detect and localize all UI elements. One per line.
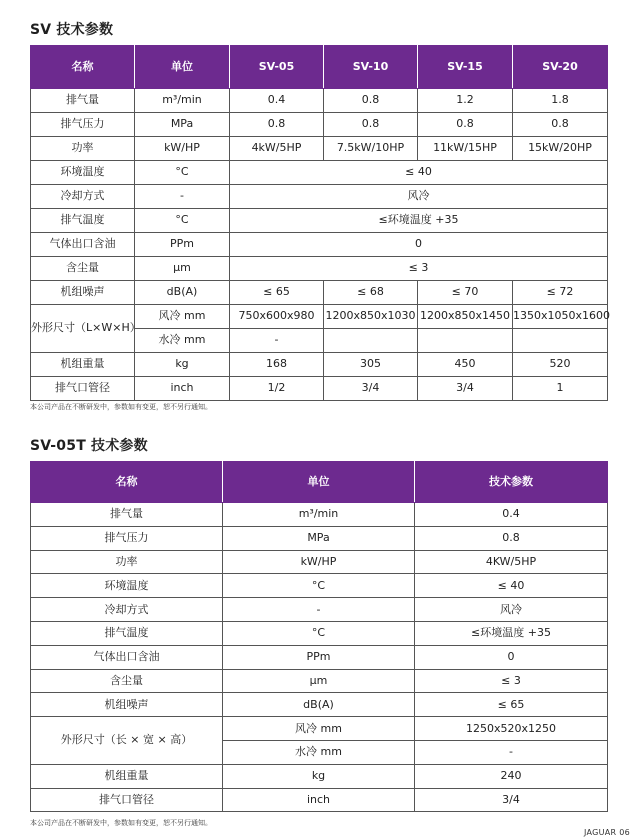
param-value: 520 [513,353,608,377]
table-row [31,645,608,669]
param-value: 0.8 [230,113,324,137]
param-value: ≤ 65 [415,693,608,717]
table-row [31,693,608,717]
param-value: 7.5kW/10HP [324,137,418,161]
param-value: 1200x850x1450 [418,305,513,329]
param-name: 机组重量 [31,764,223,788]
table-row [31,233,608,257]
param-value: 3/4 [418,377,513,401]
param-value: ≤环境温度 +35 [230,209,608,233]
table-row [31,550,608,574]
table-row [31,764,608,788]
table-row [31,161,608,185]
table-row [31,257,608,281]
param-unit: PPm [223,645,415,669]
param-unit: dB(A) [223,693,415,717]
table-row [31,137,608,161]
param-value: 0.8 [415,526,608,550]
param-value: 0.4 [415,503,608,527]
column-header: SV-15 [418,46,513,89]
param-value: 0.8 [324,89,418,113]
param-value: ≤ 3 [415,669,608,693]
param-unit: m³/min [223,503,415,527]
param-value: ≤环境温度 +35 [415,621,608,645]
param-value: ≤ 72 [513,281,608,305]
table-row [31,89,608,113]
param-value: - [230,329,324,353]
sv05t-spec-table [30,461,608,812]
param-value: 0 [230,233,608,257]
param-unit: inch [223,788,415,812]
param-name: 外形尺寸（长 × 宽 × 高） [31,717,223,765]
param-value: 4KW/5HP [415,550,608,574]
param-unit: kg [223,764,415,788]
param-name: 排气口管径 [31,377,135,401]
param-name: 排气量 [31,503,223,527]
table-row [31,353,608,377]
param-value: ≤ 40 [415,574,608,598]
param-name: 功率 [31,137,135,161]
param-name: 机组噪声 [31,281,135,305]
param-value: ≤ 3 [230,257,608,281]
page-footer [584,828,630,837]
param-unit: dB(A) [135,281,230,305]
param-name: 气体出口含油 [31,233,135,257]
param-value: ≤ 68 [324,281,418,305]
param-value: 1250x520x1250 [415,717,608,741]
param-unit: - [223,598,415,622]
param-value: 1200x850x1030 [324,305,418,329]
empty-cell [418,329,513,353]
table2-note: 本公司产品在不断研发中，参数如有变更，恕不另行通知。 [30,819,212,827]
column-header: 单位 [135,46,230,89]
param-value: 750x600x980 [230,305,324,329]
param-value: 3/4 [324,377,418,401]
param-name: 功率 [31,550,223,574]
param-unit: MPa [135,113,230,137]
param-unit: MPa [223,526,415,550]
param-name: 机组重量 [31,353,135,377]
page-number: 06 [619,828,630,837]
param-unit: 风冷 mm [223,717,415,741]
table-row [31,503,608,527]
param-unit: kg [135,353,230,377]
param-name: 外形尺寸（L×W×H） [31,305,135,353]
param-value: ≤ 40 [230,161,608,185]
param-value: 4kW/5HP [230,137,324,161]
param-unit: °C [135,209,230,233]
table-row [31,574,608,598]
column-header: 技术参数 [415,462,608,503]
column-header: SV-10 [324,46,418,89]
param-name: 排气口管径 [31,788,223,812]
param-name: 排气温度 [31,621,223,645]
param-unit: 水冷 mm [135,329,230,353]
param-unit: - [135,185,230,209]
param-name: 含尘量 [31,669,223,693]
param-value: 1 [513,377,608,401]
param-unit: μm [223,669,415,693]
param-value: ≤ 65 [230,281,324,305]
param-unit: 水冷 mm [223,740,415,764]
param-unit: kW/HP [223,550,415,574]
param-value: 0.8 [418,113,513,137]
param-value: 450 [418,353,513,377]
param-unit: μm [135,257,230,281]
param-value: 1.2 [418,89,513,113]
table1-title: SV 技术参数 [30,22,114,38]
param-value: 风冷 [415,598,608,622]
param-value: 0.4 [230,89,324,113]
param-name: 气体出口含油 [31,645,223,669]
sv-spec-table [30,45,611,401]
param-unit: PPm [135,233,230,257]
param-value: 305 [324,353,418,377]
param-value: 1350x1050x1600 [513,305,608,329]
empty-cell [513,329,608,353]
param-name: 冷却方式 [31,185,135,209]
empty-cell [324,329,418,353]
table-row [31,377,608,401]
table2-title: SV-05T 技术参数 [30,438,148,454]
table-header-row [31,46,608,89]
param-name: 含尘量 [31,257,135,281]
table-header-row [31,462,608,503]
param-value: 11kW/15HP [418,137,513,161]
param-name: 环境温度 [31,161,135,185]
param-value: 15kW/20HP [513,137,608,161]
param-value: 1.8 [513,89,608,113]
table1-note: 本公司产品在不断研发中，参数如有变更，恕不另行通知。 [30,403,212,411]
param-unit: °C [223,574,415,598]
column-header: SV-20 [513,46,608,89]
table-row [31,526,608,550]
table-row [31,788,608,812]
param-value: 1/2 [230,377,324,401]
param-name: 机组噪声 [31,693,223,717]
param-unit: inch [135,377,230,401]
column-header: 名称 [31,462,223,503]
param-unit: m³/min [135,89,230,113]
param-unit: °C [135,161,230,185]
param-value: 3/4 [415,788,608,812]
param-name: 排气量 [31,89,135,113]
param-value: 0.8 [324,113,418,137]
param-name: 排气压力 [31,526,223,550]
param-value: 0.8 [513,113,608,137]
table-row [31,281,608,305]
table-row [31,209,608,233]
param-name: 排气温度 [31,209,135,233]
param-value: 0 [415,645,608,669]
table-row [31,717,608,741]
brand-name: JAGUAR [583,828,617,837]
table-row [31,305,608,329]
param-value: ≤ 70 [418,281,513,305]
table-row [31,669,608,693]
column-header: 单位 [223,462,415,503]
param-name: 排气压力 [31,113,135,137]
table-row [31,185,608,209]
column-header: SV-05 [230,46,324,89]
table-row [31,113,608,137]
param-name: 冷却方式 [31,598,223,622]
param-name: 环境温度 [31,574,223,598]
param-value: 168 [230,353,324,377]
table-row [31,621,608,645]
param-unit: kW/HP [135,137,230,161]
param-unit: °C [223,621,415,645]
column-header: 名称 [31,46,135,89]
param-value: - [415,740,608,764]
param-value: 240 [415,764,608,788]
table-row [31,598,608,622]
param-value: 风冷 [230,185,608,209]
param-unit: 风冷 mm [135,305,230,329]
